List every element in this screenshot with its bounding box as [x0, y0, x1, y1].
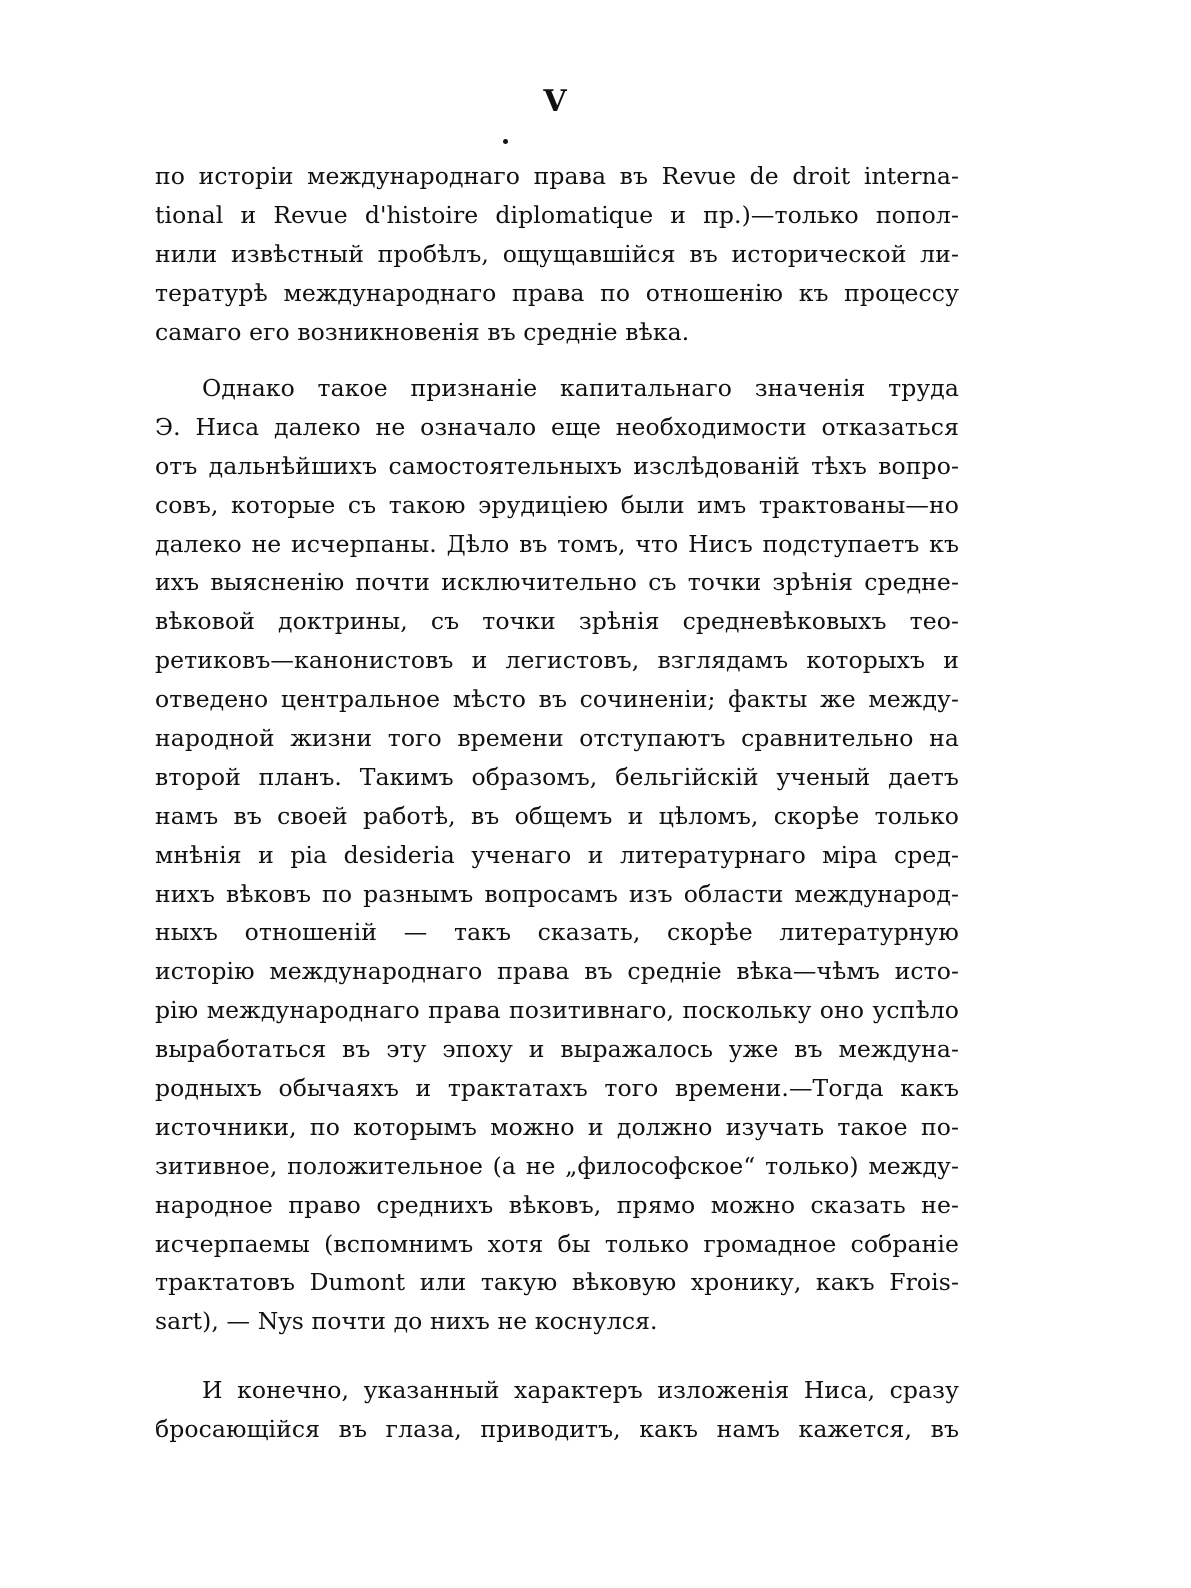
text-line: ныхъ отношеній — такъ сказать, скорѣе литературную: [155, 918, 959, 947]
paragraph-3: [155, 1371, 959, 1449]
text-line: отведено центральное мѣсто въ сочиненіи; факты же между-: [155, 685, 959, 714]
text-line: намъ въ своей работѣ, въ общемъ и цѣломъ, скорѣе только: [155, 801, 959, 830]
text-line: совъ, которые съ такою эрудиціею были имъ трактованы—но: [155, 490, 959, 519]
paragraph-2: [155, 369, 959, 1341]
text-line: отъ дальнѣйшихъ самостоятельныхъ изслѣдованій тѣхъ вопро-: [155, 451, 959, 480]
text-line: ихъ выясненію почти исключительно съ точки зрѣнія средне-: [155, 568, 959, 597]
text-line: Э. Ниса далеко не означало еще необходимости отказаться: [155, 412, 959, 441]
page-number: V: [543, 84, 567, 119]
text-line: И конечно, указанный характеръ изложенія Ниса, сразу: [202, 1376, 959, 1404]
text-line: tional и Revue d'histoire diplomatique и пр.)—только попол-: [155, 200, 959, 229]
text-line: вѣковой доктрины, съ точки зрѣнія средневѣковыхъ тео-: [155, 607, 959, 636]
text-line: ретиковъ—канонистовъ и легистовъ, взглядамъ которыхъ и: [155, 646, 959, 675]
text-line: выработаться въ эту эпоху и выражалось уже въ междуна-: [155, 1035, 959, 1064]
text-line: зитивное, положительное (а не „философское“ только) между-: [155, 1151, 959, 1180]
text-line: sart), — Nys почти до нихъ не коснулся.: [155, 1307, 658, 1336]
text-line: исчерпаемы (вспомнимъ хотя бы только громадное собраніе: [155, 1229, 959, 1258]
text-line: самаго его возникновенія въ средніе вѣка.: [155, 317, 690, 346]
text-line: нили извѣстный пробѣлъ, ощущавшійся въ исторической ли-: [155, 239, 959, 268]
text-line: исторію международнаго права въ средніе вѣка—чѣмъ исто-: [155, 957, 959, 986]
text-line: источники, по которымъ можно и должно изучать такое по-: [155, 1112, 959, 1141]
text-line: бросающійся въ глаза, приводитъ, какъ намъ кажется, въ: [155, 1414, 959, 1443]
text-line: Однако такое признаніе капитальнаго значенія труда: [202, 374, 959, 402]
text-line: по исторіи международнаго права въ Revue de droit interna-: [155, 162, 959, 190]
text-line: второй планъ. Такимъ образомъ, бельгійскій ученый даетъ: [155, 762, 959, 791]
text-line: народное право среднихъ вѣковъ, прямо можно сказать не-: [155, 1190, 959, 1219]
text-line: далеко не исчерпаны. Дѣло въ томъ, что Нисъ подступаетъ къ: [155, 529, 959, 558]
text-line: рію международнаго права позитивнаго, поскольку оно успѣло: [155, 996, 959, 1025]
text-line: родныхъ обычаяхъ и трактатахъ того времени.—Тогда какъ: [155, 1074, 959, 1103]
text-line: тературѣ международнаго права по отношенію къ процессу: [155, 278, 959, 307]
text-line: мнѣнія и pia desideria ученаго и литературнаго міра сред-: [155, 840, 959, 869]
paragraph-1: [155, 157, 959, 351]
text-line: трактатовъ Dumont или такую вѣковую хронику, какъ Frois-: [155, 1268, 959, 1297]
text-line: народной жизни того времени отступаютъ сравнительно на: [155, 724, 959, 753]
print-speck: [503, 139, 508, 144]
text-line: нихъ вѣковъ по разнымъ вопросамъ изъ области международ-: [155, 879, 959, 908]
